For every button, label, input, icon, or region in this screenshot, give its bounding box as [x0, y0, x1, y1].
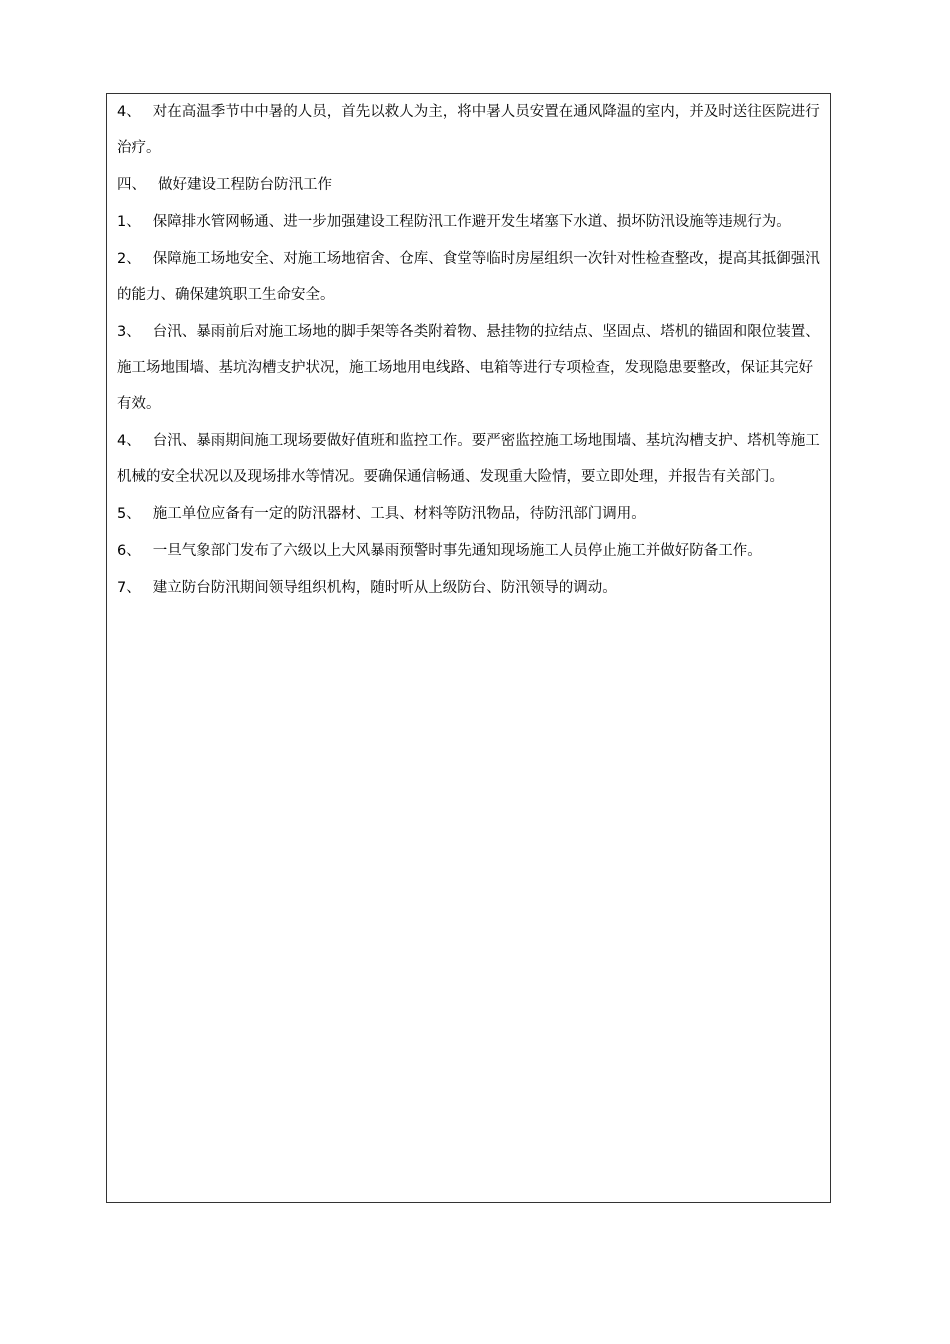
paragraph-text: 一旦气象部门发布了六级以上大风暴雨预警时事先通知现场施工人员停止施工并做好防备工作。 [152, 543, 762, 559]
document-body [117, 94, 825, 606]
paragraph-number: 7、 [117, 580, 141, 596]
section-number: 四、 [117, 177, 146, 193]
paragraph-1-drainage [117, 204, 825, 240]
paragraph-number: 4、 [117, 104, 141, 120]
paragraph-4-monitoring [117, 423, 825, 495]
paragraph-number: 2、 [117, 251, 141, 267]
paragraph-7-organization [117, 570, 825, 606]
paragraph-number: 4、 [117, 433, 141, 449]
paragraph-number: 1、 [117, 214, 141, 230]
paragraph-2-site-safety [117, 241, 825, 313]
table-frame [106, 93, 831, 1203]
paragraph-text: 建立防台防汛期间领导组织机构，随时听从上级防台、防汛领导的调动。 [152, 580, 617, 596]
paragraph-text: 保障施工场地安全、对施工场地宿舍、仓库、食堂等临时房屋组织一次针对性检查整改，提高其抵御强汛的能力、确保建筑职工生命安全。 [117, 251, 820, 303]
section-heading-4 [117, 167, 825, 203]
paragraph-text: 施工单位应备有一定的防汛器材、工具、材料等防汛物品，待防汛部门调用。 [152, 506, 646, 522]
paragraph-text: 台汛、暴雨期间施工现场要做好值班和监控工作。要严密监控施工场地围墙、基坑沟槽支护、塔机等施工机械的安全状况以及现场排水等情况。要确保通信畅通、发现重大险情，要立即处理，并报告有关部门。 [117, 433, 820, 485]
paragraph-text: 保障排水管网畅通、进一步加强建设工程防汛工作避开发生堵塞下水道、损坏防汛设施等违规行为。 [152, 214, 791, 230]
paragraph-number: 5、 [117, 506, 141, 522]
paragraph-number: 6、 [117, 543, 141, 559]
paragraph-3-inspection [117, 314, 825, 422]
paragraph-text: 对在高温季节中中暑的人员，首先以救人为主，将中暑人员安置在通风降温的室内，并及时送往医院进行治疗。 [117, 104, 820, 156]
section-title: 做好建设工程防台防汛工作 [158, 177, 332, 193]
paragraph-5-materials [117, 496, 825, 532]
paragraph-number: 3、 [117, 324, 141, 340]
paragraph-4-heatstroke [117, 94, 825, 166]
paragraph-text: 台汛、暴雨前后对施工场地的脚手架等各类附着物、悬挂物的拉结点、坚固点、塔机的锚固和限位装置、施工场地围墙、基坑沟槽支护状况，施工场地用电线路、电箱等进行专项检查，发现隐患要整改，保证其完好有效。 [117, 324, 820, 412]
paragraph-6-warning [117, 533, 825, 569]
